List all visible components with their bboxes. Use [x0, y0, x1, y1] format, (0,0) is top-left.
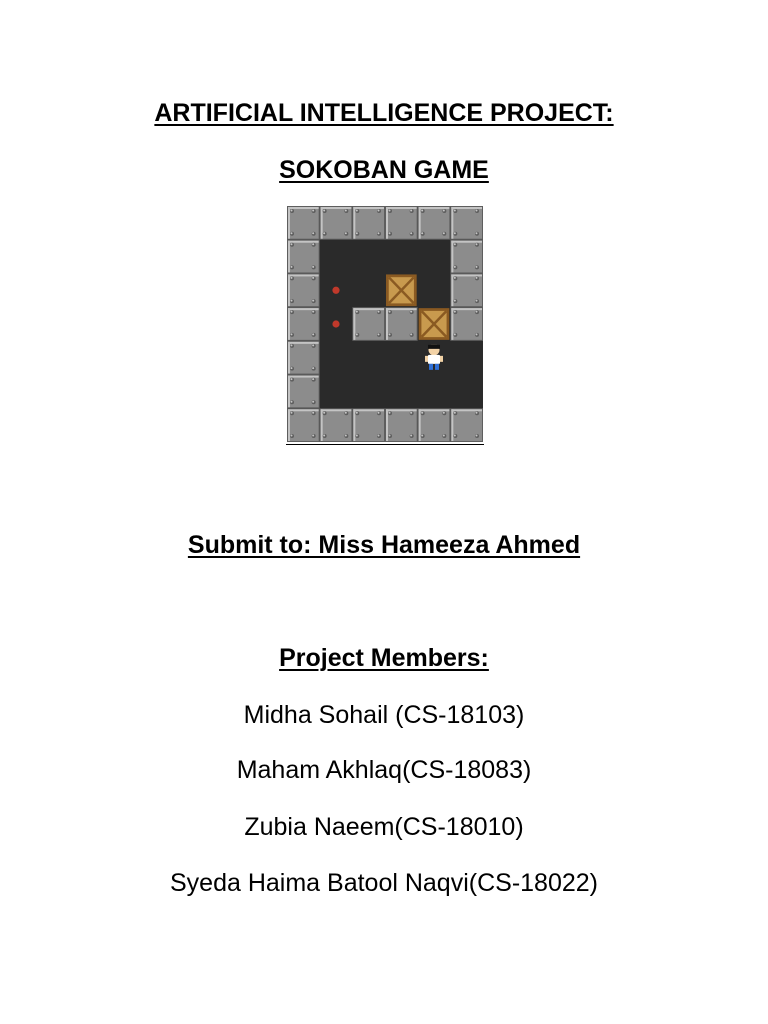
goal-dot: [332, 320, 339, 327]
title-line-2: SOKOBAN GAME: [279, 156, 489, 184]
wall-tile: [385, 408, 418, 442]
wall-tile: [287, 206, 320, 240]
image-underline: [286, 444, 484, 445]
wall-tile: [450, 240, 483, 274]
wall-tile: [287, 240, 320, 274]
wall-tile: [352, 206, 385, 240]
wall-tile: [320, 408, 353, 442]
wall-tile: [450, 206, 483, 240]
wall-tile: [418, 206, 451, 240]
wall-tile: [287, 307, 320, 341]
wall-tile: [450, 408, 483, 442]
member-4: Syeda Haima Batool Naqvi(CS-18022): [170, 869, 598, 897]
wall-tile: [287, 273, 320, 307]
crate-box: [386, 274, 417, 306]
wall-tile: [450, 307, 483, 341]
wall-tile: [352, 408, 385, 442]
goal-dot: [332, 287, 339, 294]
wall-tile: [450, 273, 483, 307]
wall-tile: [287, 341, 320, 375]
crate-box: [419, 308, 450, 340]
submit-to-line: Submit to: Miss Hameeza Ahmed: [187, 531, 581, 559]
member-2: Maham Akhlaq(CS-18083): [236, 756, 532, 784]
wall-tile: [385, 307, 418, 341]
wall-tile: [287, 375, 320, 409]
wall-tile: [418, 408, 451, 442]
wall-tile: [287, 408, 320, 442]
wall-tile: [352, 307, 385, 341]
wall-tile: [385, 206, 418, 240]
wall-tile: [320, 206, 353, 240]
member-3: Zubia Naeem(CS-18010): [244, 813, 524, 841]
sokoban-game-image: [287, 206, 483, 442]
member-1: Midha Sohail (CS-18103): [243, 701, 525, 729]
project-members-heading: Project Members:: [279, 644, 489, 672]
title-line-1: ARTIFICIAL INTELLIGENCE PROJECT:: [154, 99, 614, 127]
